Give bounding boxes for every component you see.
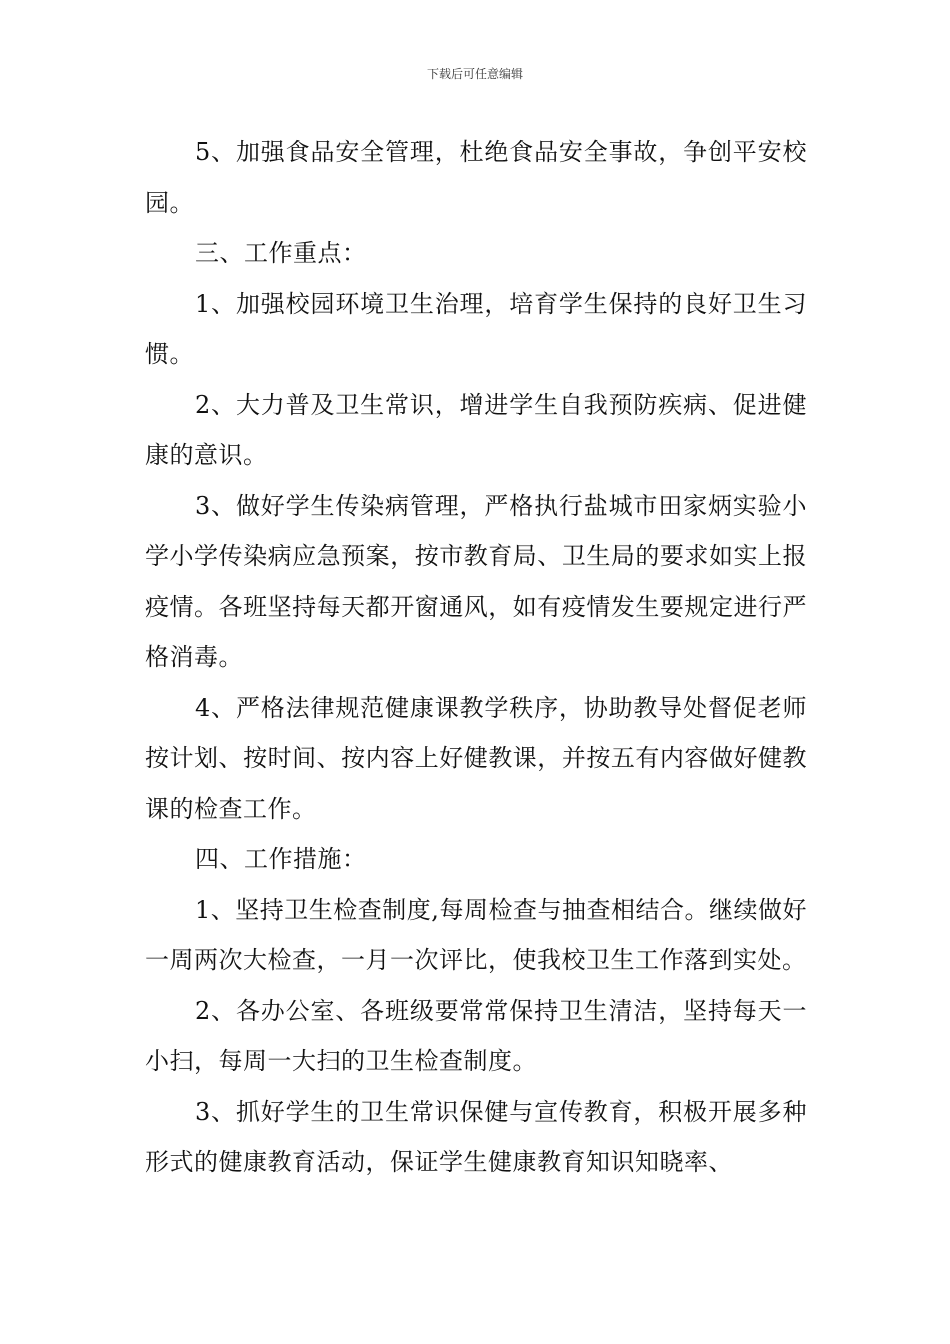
paragraph-item-1-campus-hygiene: 1、加强校园环境卫生治理，培育学生保持的良好卫生习惯。 bbox=[145, 289, 807, 368]
section-heading-work-measures: 四、工作措施： bbox=[195, 845, 367, 873]
paragraph-measure-2-cleaning: 2、各办公室、各班级要常常保持卫生清洁，坚持每天一小扫，每周一大扫的卫生检查制度。 bbox=[145, 996, 807, 1075]
document-body bbox=[145, 127, 807, 1188]
paragraph-item-2-hygiene-knowledge: 2、大力普及卫生常识，增进学生自我预防疾病、促进健康的意识。 bbox=[145, 390, 807, 469]
paragraph-item-4-health-class: 4、严格法律规范健康课教学秩序，协助教导处督促老师按计划、按时间、按内容上好健教课，并按五有内容做好健教课的检查工作。 bbox=[145, 693, 807, 823]
paragraph-item-3-infectious-disease: 3、做好学生传染病管理，严格执行盐城市田家炳实验小学小学传染病应急预案，按市教育局、卫生局的要求如实上报疫情。各班坚持每天都开窗通风，如有疫情发生要规定进行严格消毒。 bbox=[145, 491, 807, 671]
paragraph-measure-1-inspection: 1、坚持卫生检查制度,每周检查与抽查相结合。继续做好一周两次大检查，一月一次评比，使我校卫生工作落到实处。 bbox=[145, 895, 807, 974]
section-heading-work-focus: 三、工作重点： bbox=[195, 239, 367, 267]
page-header: 下载后可任意编辑 bbox=[426, 67, 523, 81]
paragraph-item-5-food-safety: 5、加强食品安全管理，杜绝食品安全事故，争创平安校园。 bbox=[145, 138, 807, 217]
paragraph-measure-3-education: 3、抓好学生的卫生常识保健与宣传教育，积极开展多种形式的健康教育活动，保证学生健康教育知识知晓率、 bbox=[145, 1097, 807, 1176]
